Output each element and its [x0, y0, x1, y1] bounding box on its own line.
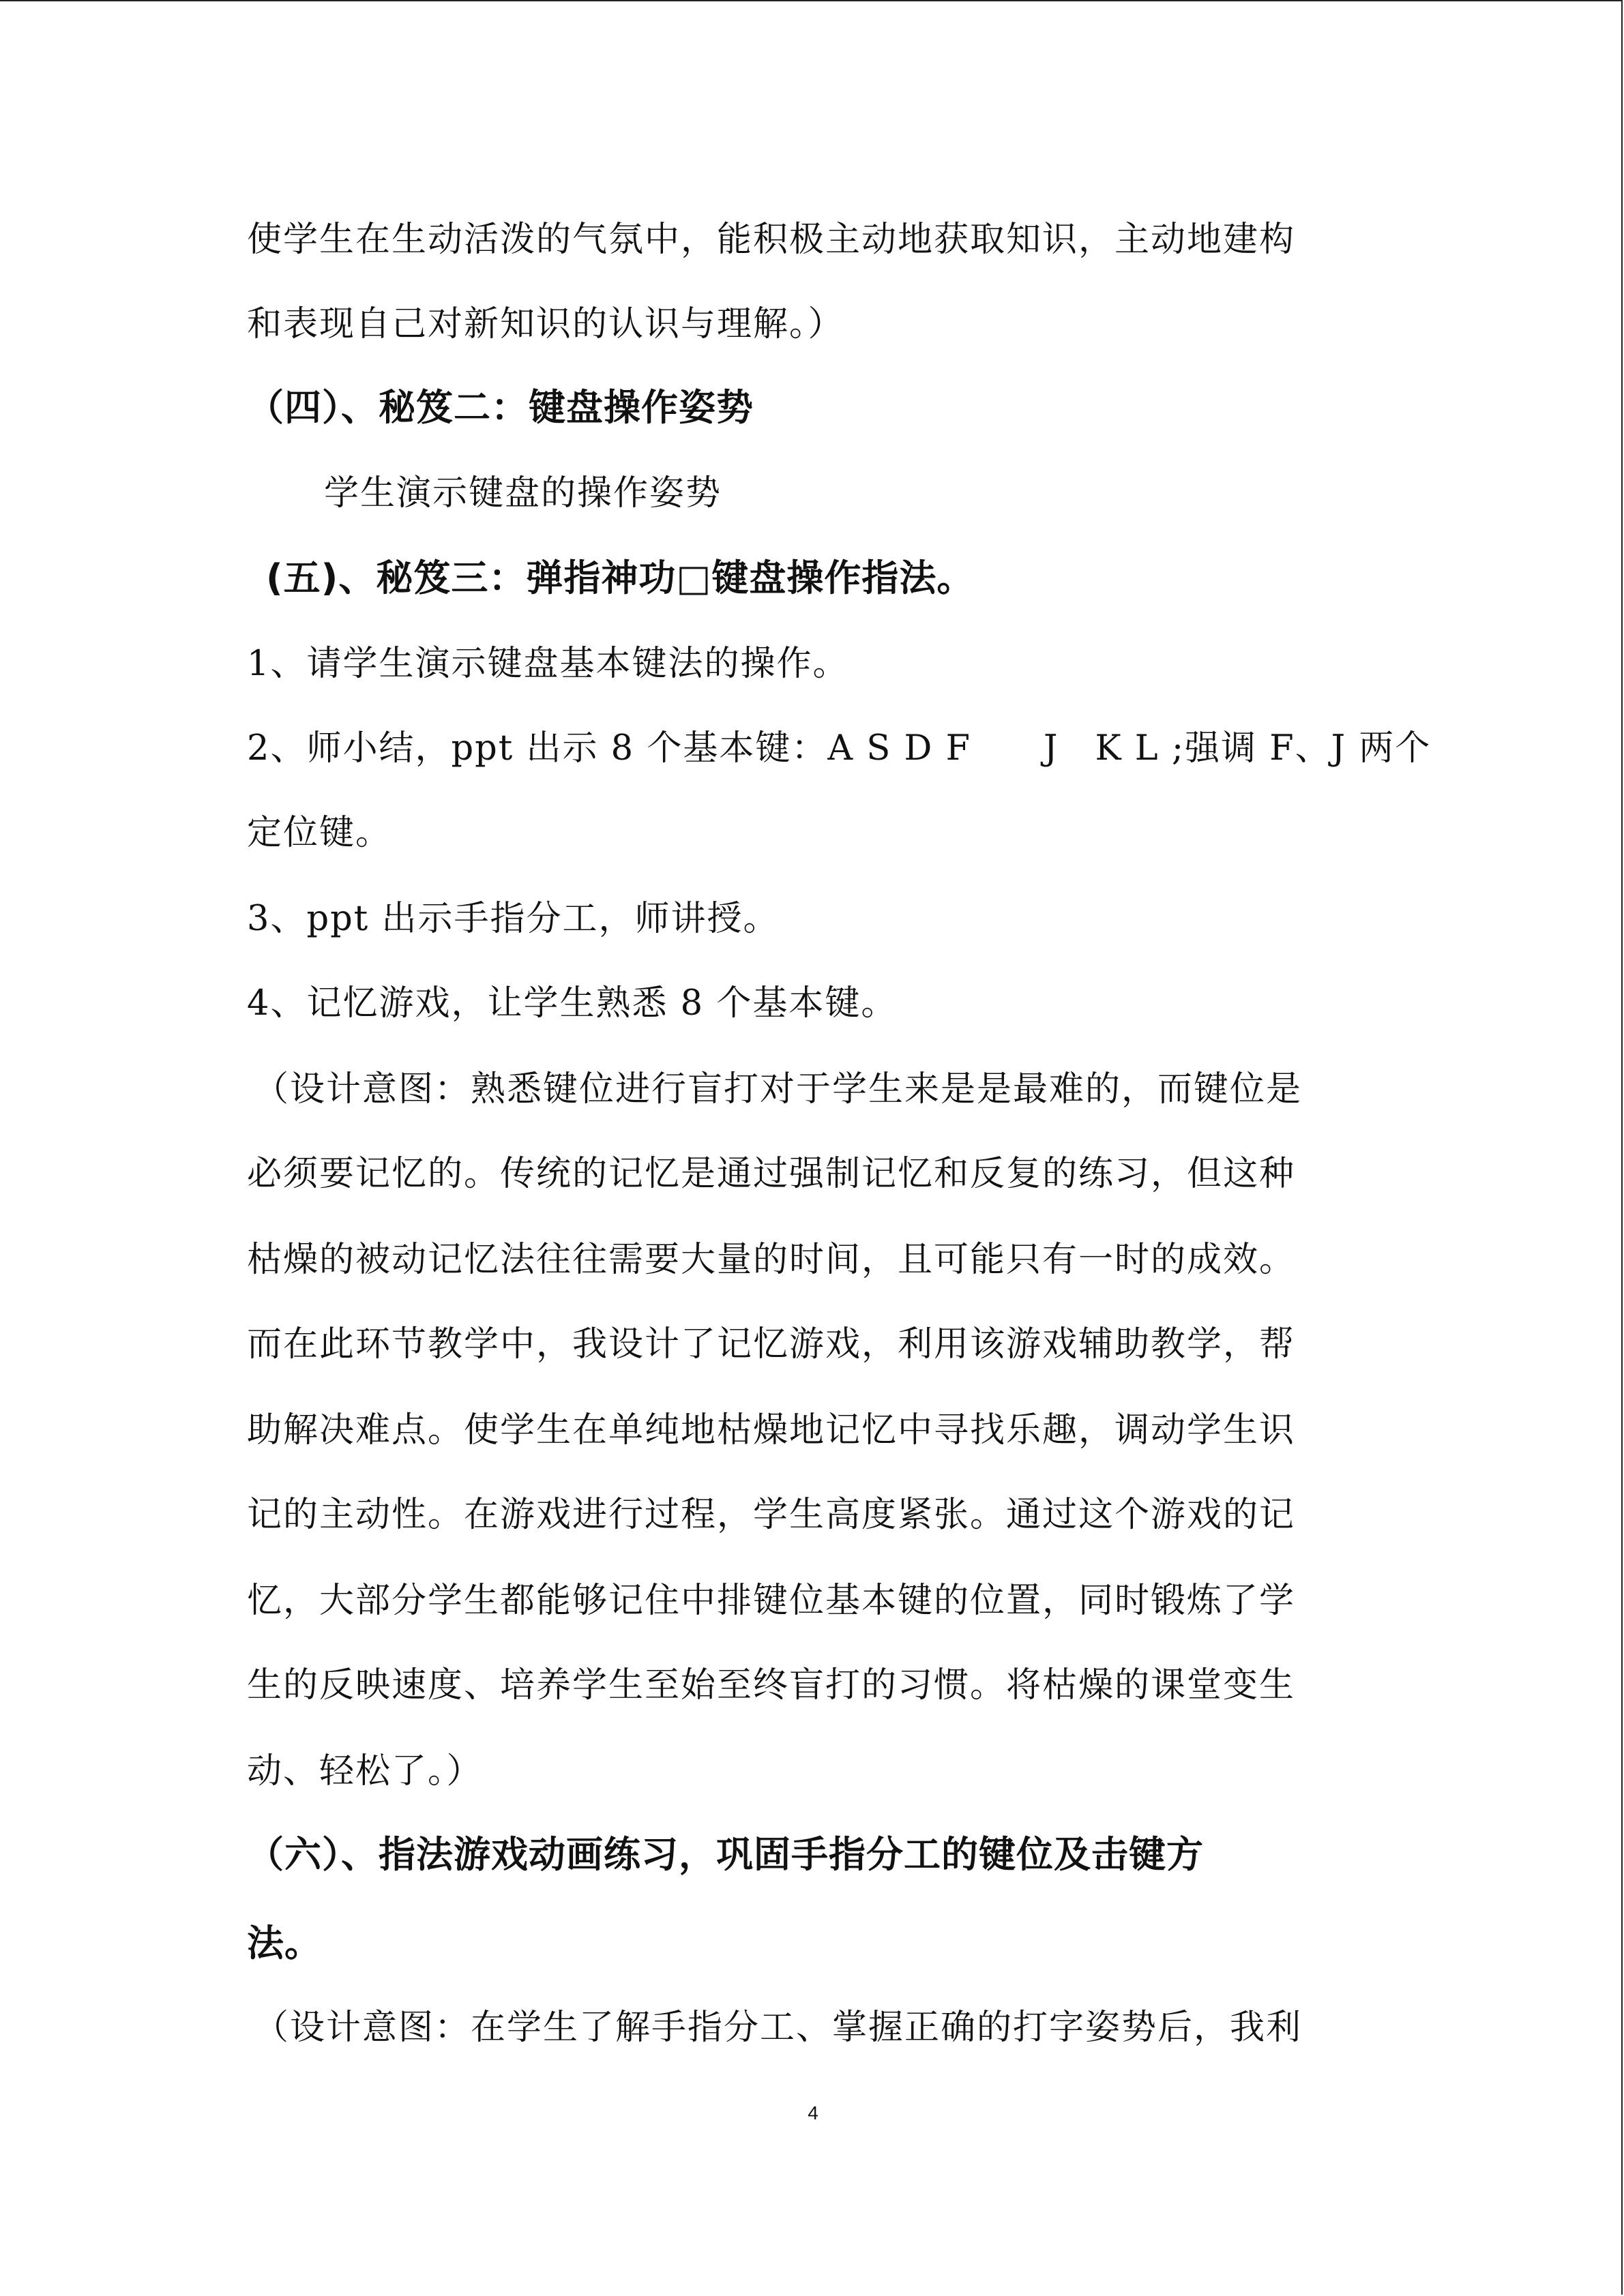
paragraph-line: 记的主动性。在游戏进行过程，学生高度紧张。通过这个游戏的记 [247, 1495, 1296, 1535]
paragraph-line: 使学生在生动活泼的气氛中，能积极主动地获取知识，主动地建构 [247, 220, 1296, 260]
section-heading-4: （四）、秘笈二：键盘操作姿势 [247, 386, 754, 429]
paragraph-line: 生的反映速度、培养学生至始至终盲打的习惯。将枯燥的课堂变生 [247, 1665, 1296, 1705]
list-item-2: 2、师小结，ppt 出示 8 个基本键：A S D F J K L ;强调 F、J 两个 [247, 728, 1432, 769]
paragraph-line: 和表现自己对新知识的认识与理解。） [247, 304, 844, 344]
paragraph-line: 而在此环节教学中，我设计了记忆游戏，利用该游戏辅助教学，帮 [247, 1324, 1296, 1365]
section-heading-6: （六）、指法游戏动画练习，巩固手指分工的键位及击键方 [247, 1833, 1204, 1876]
list-item-3: 3、ppt 出示手指分工，师讲授。 [247, 899, 780, 939]
paragraph-line: 枯燥的被动记忆法往往需要大量的时间，且可能只有一时的成效。 [247, 1240, 1296, 1280]
page-number: 4 [808, 2102, 818, 2123]
paragraph-line: 定位键。 [247, 813, 392, 853]
paragraph-line: 学生演示键盘的操作姿势 [324, 473, 722, 513]
paragraph-line: 必须要记忆的。传统的记忆是通过强制记忆和反复的练习，但这种 [247, 1154, 1296, 1194]
paragraph-line: 忆，大部分学生都能够记住中排键位基本键的位置，同时锻炼了学 [247, 1581, 1296, 1621]
paragraph-line: 动、轻松了。） [247, 1751, 483, 1791]
section-heading-6-continued: 法。 [247, 1922, 322, 1965]
paragraph-line: 助解决难点。使学生在单纯地枯燥地记忆中寻找乐趣，调动学生识 [247, 1410, 1296, 1450]
list-item-4: 4、记忆游戏，让学生熟悉 8 个基本键。 [247, 983, 898, 1024]
section-heading-5: (五)、秘笈三：弹指神功□键盘操作指法。 [266, 556, 975, 599]
design-intent-paragraph: （设计意图：在学生了解手指分工、掌握正确的打字姿势后，我利 [254, 2008, 1303, 2048]
list-item-1: 1、请学生演示键盘基本键法的操作。 [247, 644, 849, 684]
design-intent-paragraph: （设计意图：熟悉键位进行盲打对于学生来是是最难的，而键位是 [254, 1069, 1303, 1109]
